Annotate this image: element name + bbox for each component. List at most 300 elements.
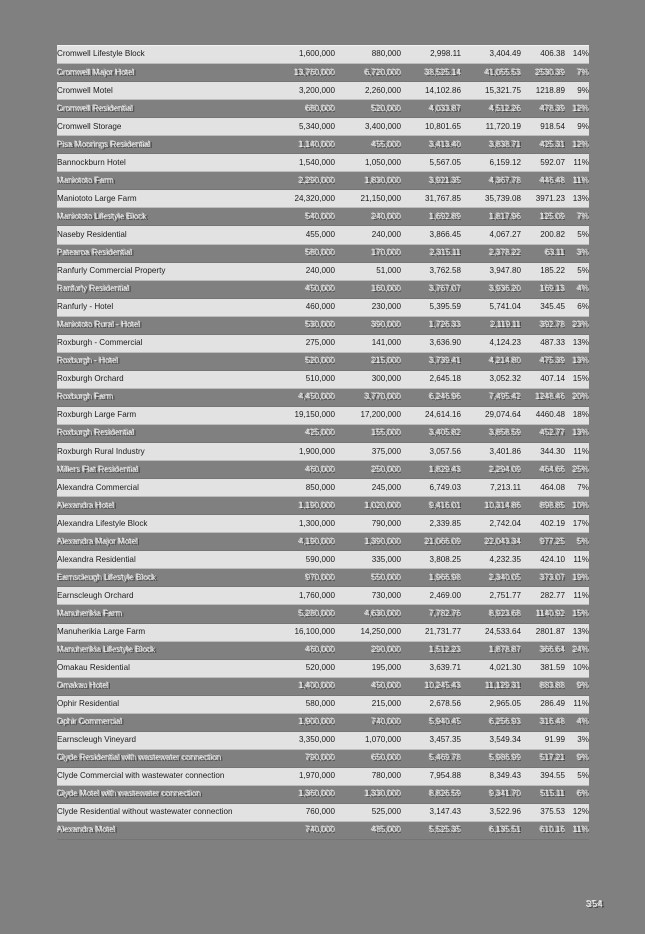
table-cell-r2: 4,067.27 [461, 226, 521, 244]
table-cell-pct [565, 461, 589, 479]
table-cell-r1: 3,762.58 [401, 262, 461, 280]
table-cell-r2: 2,751.77 [461, 587, 521, 605]
ghost-text: 6% [577, 789, 589, 799]
table-cell-name [57, 461, 269, 479]
table-cell-name [57, 822, 269, 840]
table-row [57, 749, 589, 767]
ghost-text: 22,043.34 [484, 536, 521, 546]
rates-table-container [57, 45, 589, 840]
table-cell-r1: 3,057.56 [401, 443, 461, 461]
table-cell-r2 [461, 677, 521, 695]
ghost-text: 3,739.41 [429, 356, 461, 366]
ghost-text: 515.11 [540, 789, 565, 799]
table-cell-cv: 24,320,000 [269, 190, 335, 208]
table-cell-r2 [461, 64, 521, 82]
table-cell-diff [521, 785, 565, 803]
table-cell-r1: 7,954.88 [401, 767, 461, 785]
ghost-text: 38,525.14 [424, 67, 461, 77]
table-cell-diff: 185.22 [521, 262, 565, 280]
ghost-text: 7% [577, 67, 589, 77]
table-row [57, 406, 589, 424]
table-row [57, 136, 589, 154]
table-row [57, 190, 589, 208]
table-cell-name: Earnscleugh Vineyard [57, 731, 269, 749]
table-cell-cv [269, 785, 335, 803]
ghost-text: 2,119.11 [490, 320, 521, 330]
ghost-text: Alexandra Hotel [57, 500, 115, 510]
ghost-text: 12% [572, 139, 589, 149]
table-cell-pct [565, 388, 589, 406]
table-cell-pct: 11% [565, 443, 589, 461]
ghost-text: 25% [572, 464, 589, 474]
table-cell-r2 [461, 136, 521, 154]
table-cell-diff [521, 244, 565, 262]
table-cell-r2 [461, 100, 521, 118]
table-row [57, 82, 589, 100]
table-cell-r2 [461, 497, 521, 515]
table-cell-r2 [461, 641, 521, 659]
table-cell-r2: 5,741.04 [461, 298, 521, 316]
table-cell-r2: 11,720.19 [461, 118, 521, 136]
ghost-text: 1248.46 [535, 392, 565, 402]
table-cell-r2: 4,232.35 [461, 551, 521, 569]
ghost-text: 21,066.09 [424, 536, 461, 546]
ghost-text: Maniototo Rural - Hotel [57, 320, 141, 330]
table-cell-name: Omakau Residential [57, 659, 269, 677]
table-cell-r1 [401, 100, 461, 118]
table-cell-pct [565, 785, 589, 803]
table-cell-name [57, 316, 269, 334]
table-row [57, 695, 589, 713]
ghost-text: 20% [572, 392, 589, 402]
table-cell-r2: 4,124.23 [461, 334, 521, 352]
table-cell-pct [565, 677, 589, 695]
ghost-text: 13% [572, 356, 589, 366]
table-cell-pct: 13% [565, 334, 589, 352]
ghost-text: 580,000 [305, 247, 335, 257]
table-cell-diff: 487.33 [521, 334, 565, 352]
ghost-text: 3,838.71 [489, 139, 521, 149]
table-cell-cv: 460,000 [269, 298, 335, 316]
ghost-text: 13% [572, 428, 589, 438]
ghost-text: 2,294.09 [489, 464, 521, 474]
ghost-text: Cromwell Major Hotel [57, 67, 135, 77]
ghost-text: 6,256.93 [489, 717, 521, 727]
rates-table-body [57, 46, 589, 840]
table-row [57, 461, 589, 479]
table-cell-name: Alexandra Lifestyle Block [57, 515, 269, 533]
ghost-text: 3% [577, 247, 589, 257]
table-cell-diff: 394.55 [521, 767, 565, 785]
table-cell-cv [269, 136, 335, 154]
ghost-text: Omakau Hotel [57, 681, 109, 691]
table-cell-pct [565, 280, 589, 298]
table-cell-r2: 3,549.34 [461, 731, 521, 749]
ghost-text: 1,830,000 [364, 175, 401, 185]
ghost-text: 2,315.11 [430, 247, 461, 257]
table-row [57, 659, 589, 677]
ghost-text: 1,512.23 [429, 645, 461, 655]
ghost-text: 1,360,000 [298, 789, 335, 799]
table-cell-lv [335, 424, 401, 442]
table-cell-r2: 3,052.32 [461, 370, 521, 388]
table-cell-diff: 375.53 [521, 803, 565, 821]
table-row [57, 244, 589, 262]
table-row [57, 605, 589, 623]
ghost-text: 155,000 [371, 428, 401, 438]
ghost-text: 8,826.59 [429, 789, 461, 799]
table-cell-diff [521, 713, 565, 731]
ghost-text: 5% [577, 536, 589, 546]
table-cell-pct: 12% [565, 803, 589, 821]
ghost-text: 1,190,000 [298, 500, 335, 510]
ghost-text: 11,129.31 [485, 681, 521, 691]
table-cell-pct [565, 713, 589, 731]
table-cell-diff: 1218.89 [521, 82, 565, 100]
table-cell-diff [521, 388, 565, 406]
table-cell-pct: 5% [565, 262, 589, 280]
table-cell-r2 [461, 605, 521, 623]
table-cell-pct: 15% [565, 370, 589, 388]
table-cell-lv: 1,050,000 [335, 154, 401, 172]
table-cell-lv: 215,000 [335, 695, 401, 713]
table-cell-r1 [401, 208, 461, 226]
table-cell-name: Clyde Commercial with wastewater connection [57, 767, 269, 785]
table-cell-cv: 760,000 [269, 803, 335, 821]
table-row [57, 172, 589, 190]
ghost-text: Roxburgh - Hotel [57, 356, 119, 366]
table-cell-r1: 3,147.43 [401, 803, 461, 821]
table-cell-lv [335, 641, 401, 659]
ghost-text: 4,033.87 [429, 103, 461, 113]
ghost-text: 898.85 [540, 500, 565, 510]
table-cell-r2 [461, 713, 521, 731]
ghost-text: 1,020,000 [364, 500, 401, 510]
table-cell-pct: 11% [565, 587, 589, 605]
table-row [57, 443, 589, 461]
table-cell-diff [521, 100, 565, 118]
ghost-text: 13,760,000 [294, 67, 335, 77]
ghost-text: Manuherikia Lifestyle Block [57, 645, 156, 655]
ghost-text: 125.09 [540, 211, 565, 221]
table-cell-cv: 580,000 [269, 695, 335, 713]
table-cell-lv [335, 497, 401, 515]
ghost-text: 15% [572, 608, 589, 618]
table-cell-r1: 3,457.35 [401, 731, 461, 749]
table-cell-pct: 3% [565, 731, 589, 749]
ghost-text: 1,900,000 [298, 717, 335, 727]
ghost-text: 452.77 [540, 428, 565, 438]
table-cell-lv: 780,000 [335, 767, 401, 785]
ghost-text: 464.66 [540, 464, 565, 474]
table-cell-name: Cromwell Motel [57, 82, 269, 100]
ghost-text: 7,782.76 [429, 608, 461, 618]
table-cell-diff: 424.10 [521, 551, 565, 569]
table-row [57, 280, 589, 298]
table-cell-name: Bannockburn Hotel [57, 154, 269, 172]
table-cell-r1: 2,645.18 [401, 370, 461, 388]
table-cell-cv: 3,350,000 [269, 731, 335, 749]
table-row [57, 822, 589, 840]
table-row [57, 569, 589, 587]
ghost-text: Roxburgh Residential [57, 428, 135, 438]
ghost-text: 6,246.96 [429, 392, 461, 402]
table-cell-name [57, 677, 269, 695]
page-number: 354 [586, 899, 603, 910]
table-cell-cv [269, 316, 335, 334]
table-cell-r2 [461, 388, 521, 406]
table-cell-pct: 11% [565, 154, 589, 172]
table-cell-r1: 31,767.85 [401, 190, 461, 208]
table-cell-lv [335, 352, 401, 370]
table-cell-cv [269, 461, 335, 479]
ghost-text: 170,000 [371, 247, 401, 257]
table-cell-r2 [461, 316, 521, 334]
table-cell-lv: 230,000 [335, 298, 401, 316]
table-cell-lv [335, 388, 401, 406]
ghost-text: 1,726.33 [429, 320, 461, 330]
table-cell-r2: 3,947.80 [461, 262, 521, 280]
table-cell-name [57, 244, 269, 262]
ghost-text: 4% [577, 284, 589, 294]
table-cell-name: Roxburgh Rural Industry [57, 443, 269, 461]
table-cell-r1 [401, 280, 461, 298]
table-cell-cv: 3,200,000 [269, 82, 335, 100]
ghost-text: 1,878.87 [489, 645, 521, 655]
ghost-text: Roxburgh Farm [57, 392, 114, 402]
table-cell-name: Roxburgh Large Farm [57, 406, 269, 424]
table-cell-r2: 24,533.64 [461, 623, 521, 641]
ghost-text: 4% [577, 717, 589, 727]
table-cell-r1: 3,866.45 [401, 226, 461, 244]
table-cell-name [57, 713, 269, 731]
table-cell-diff: 592.07 [521, 154, 565, 172]
table-row [57, 334, 589, 352]
ghost-text: 390,000 [371, 320, 401, 330]
table-cell-r2 [461, 569, 521, 587]
table-cell-pct [565, 497, 589, 515]
ghost-text: 250,000 [371, 464, 401, 474]
table-cell-name: Cromwell Storage [57, 118, 269, 136]
table-cell-name [57, 424, 269, 442]
ghost-text: 5,940.45 [429, 717, 461, 727]
ghost-text: 41,055.53 [484, 67, 521, 77]
table-cell-name [57, 641, 269, 659]
table-cell-name [57, 497, 269, 515]
table-cell-r2 [461, 172, 521, 190]
ghost-text: 392.78 [540, 320, 565, 330]
table-row [57, 623, 589, 641]
table-cell-pct: 5% [565, 767, 589, 785]
table-cell-r2 [461, 244, 521, 262]
table-cell-pct [565, 641, 589, 659]
table-cell-diff [521, 641, 565, 659]
table-cell-r2 [461, 533, 521, 551]
table-cell-lv [335, 569, 401, 587]
ghost-text: Ophir Commercial [57, 717, 123, 727]
table-cell-r2 [461, 822, 521, 840]
table-cell-r2: 3,522.96 [461, 803, 521, 821]
table-cell-r1: 5,395.59 [401, 298, 461, 316]
table-row [57, 118, 589, 136]
table-cell-r2: 15,321.75 [461, 82, 521, 100]
ghost-text: 373.07 [540, 572, 565, 582]
table-cell-lv: 21,150,000 [335, 190, 401, 208]
ghost-text: 520,000 [371, 103, 401, 113]
table-cell-cv: 1,900,000 [269, 443, 335, 461]
table-cell-r2: 2,965.05 [461, 695, 521, 713]
ghost-text: 5,525.35 [429, 825, 461, 835]
ghost-text: 485,000 [371, 825, 401, 835]
table-cell-cv: 19,150,000 [269, 406, 335, 424]
table-cell-name [57, 749, 269, 767]
table-cell-diff [521, 677, 565, 695]
ghost-text: Earnscleugh Lifestyle Block [57, 572, 156, 582]
ghost-text: 2,290,000 [298, 175, 335, 185]
ghost-text: 9,416.01 [429, 500, 461, 510]
table-cell-r2 [461, 280, 521, 298]
ghost-text: 5,469.78 [429, 753, 461, 763]
rates-table [57, 45, 589, 840]
table-cell-r2: 2,742.04 [461, 515, 521, 533]
table-cell-r1: 3,639.71 [401, 659, 461, 677]
ghost-text: 1,140,000 [298, 139, 335, 149]
table-cell-pct: 9% [565, 118, 589, 136]
table-cell-name: Maniototo Large Farm [57, 190, 269, 208]
table-cell-r1 [401, 352, 461, 370]
table-cell-pct [565, 605, 589, 623]
ghost-text: 517.21 [540, 753, 565, 763]
table-cell-cv: 275,000 [269, 334, 335, 352]
table-cell-pct: 9% [565, 82, 589, 100]
ghost-text: 3,936.20 [489, 284, 521, 294]
table-cell-diff [521, 136, 565, 154]
table-cell-lv: 335,000 [335, 551, 401, 569]
ghost-text: 1,400,000 [298, 681, 335, 691]
ghost-text: 425,000 [305, 428, 335, 438]
table-cell-r1 [401, 244, 461, 262]
ghost-text: 977.25 [540, 536, 565, 546]
ghost-text: 8,923.68 [489, 608, 521, 618]
ghost-text: 610.16 [540, 825, 565, 835]
ghost-text: 970,000 [305, 572, 335, 582]
table-cell-lv: 2,260,000 [335, 82, 401, 100]
ghost-text: 680,000 [305, 103, 335, 113]
table-cell-r1 [401, 822, 461, 840]
table-cell-r1 [401, 641, 461, 659]
table-cell-r1 [401, 424, 461, 442]
table-cell-lv: 3,400,000 [335, 118, 401, 136]
table-cell-lv: 880,000 [335, 46, 401, 64]
table-cell-cv [269, 388, 335, 406]
ghost-text: 3,413.40 [429, 139, 461, 149]
table-row [57, 497, 589, 515]
ghost-text: Alexandra Motel [57, 825, 116, 835]
table-cell-lv: 300,000 [335, 370, 401, 388]
table-cell-r1: 21,731.77 [401, 623, 461, 641]
table-cell-diff [521, 64, 565, 82]
table-row [57, 154, 589, 172]
table-cell-pct [565, 822, 589, 840]
table-cell-lv [335, 316, 401, 334]
table-cell-name: Ranfurly - Hotel [57, 298, 269, 316]
table-row [57, 767, 589, 785]
table-cell-r1: 14,102.86 [401, 82, 461, 100]
ghost-text: 10% [572, 500, 589, 510]
table-cell-cv: 850,000 [269, 479, 335, 497]
table-cell-r1: 24,614.16 [401, 406, 461, 424]
table-cell-name: Clyde Residential without wastewater connection [57, 803, 269, 821]
table-row [57, 785, 589, 803]
table-cell-diff [521, 461, 565, 479]
ghost-text: 4,190,000 [298, 536, 335, 546]
table-cell-r1 [401, 497, 461, 515]
table-cell-cv: 1,600,000 [269, 46, 335, 64]
ghost-text: 2,340.05 [489, 572, 521, 582]
table-cell-name: Naseby Residential [57, 226, 269, 244]
table-cell-cv: 1,540,000 [269, 154, 335, 172]
table-row [57, 388, 589, 406]
table-row [57, 803, 589, 821]
table-cell-r1 [401, 677, 461, 695]
table-cell-r1: 2,469.00 [401, 587, 461, 605]
table-cell-lv [335, 172, 401, 190]
table-cell-pct [565, 316, 589, 334]
table-row [57, 226, 589, 244]
table-cell-r1 [401, 172, 461, 190]
table-row [57, 298, 589, 316]
ghost-text: Maniototo Farm [57, 175, 114, 185]
table-cell-diff: 2801.87 [521, 623, 565, 641]
table-cell-r2: 29,074.64 [461, 406, 521, 424]
ghost-text: 9% [577, 753, 589, 763]
table-cell-diff: 406.38 [521, 46, 565, 64]
ghost-text: 290,000 [371, 645, 401, 655]
table-cell-cv [269, 677, 335, 695]
table-cell-diff: 3971.23 [521, 190, 565, 208]
table-cell-lv: 195,000 [335, 659, 401, 677]
table-cell-diff: 4460.48 [521, 406, 565, 424]
table-cell-lv: 141,000 [335, 334, 401, 352]
table-cell-diff [521, 822, 565, 840]
ghost-text: 3,770,000 [364, 392, 401, 402]
table-cell-cv: 1,970,000 [269, 767, 335, 785]
table-cell-r1: 10,801.65 [401, 118, 461, 136]
table-cell-pct [565, 749, 589, 767]
table-cell-lv [335, 100, 401, 118]
table-cell-r2 [461, 461, 521, 479]
table-cell-r1 [401, 605, 461, 623]
ghost-text: 9% [577, 681, 589, 691]
table-row [57, 424, 589, 442]
table-cell-name [57, 136, 269, 154]
table-cell-r2 [461, 749, 521, 767]
table-cell-r1: 6,749.03 [401, 479, 461, 497]
table-cell-cv [269, 605, 335, 623]
table-cell-name [57, 280, 269, 298]
table-cell-r2: 7,213.11 [461, 479, 521, 497]
ghost-text: 6,720,000 [364, 67, 401, 77]
table-row [57, 731, 589, 749]
table-cell-pct: 18% [565, 406, 589, 424]
table-cell-lv [335, 822, 401, 840]
ghost-text: 160,000 [371, 284, 401, 294]
table-row [57, 587, 589, 605]
table-cell-lv: 375,000 [335, 443, 401, 461]
table-cell-cv [269, 497, 335, 515]
table-cell-lv [335, 208, 401, 226]
table-cell-r1 [401, 64, 461, 82]
